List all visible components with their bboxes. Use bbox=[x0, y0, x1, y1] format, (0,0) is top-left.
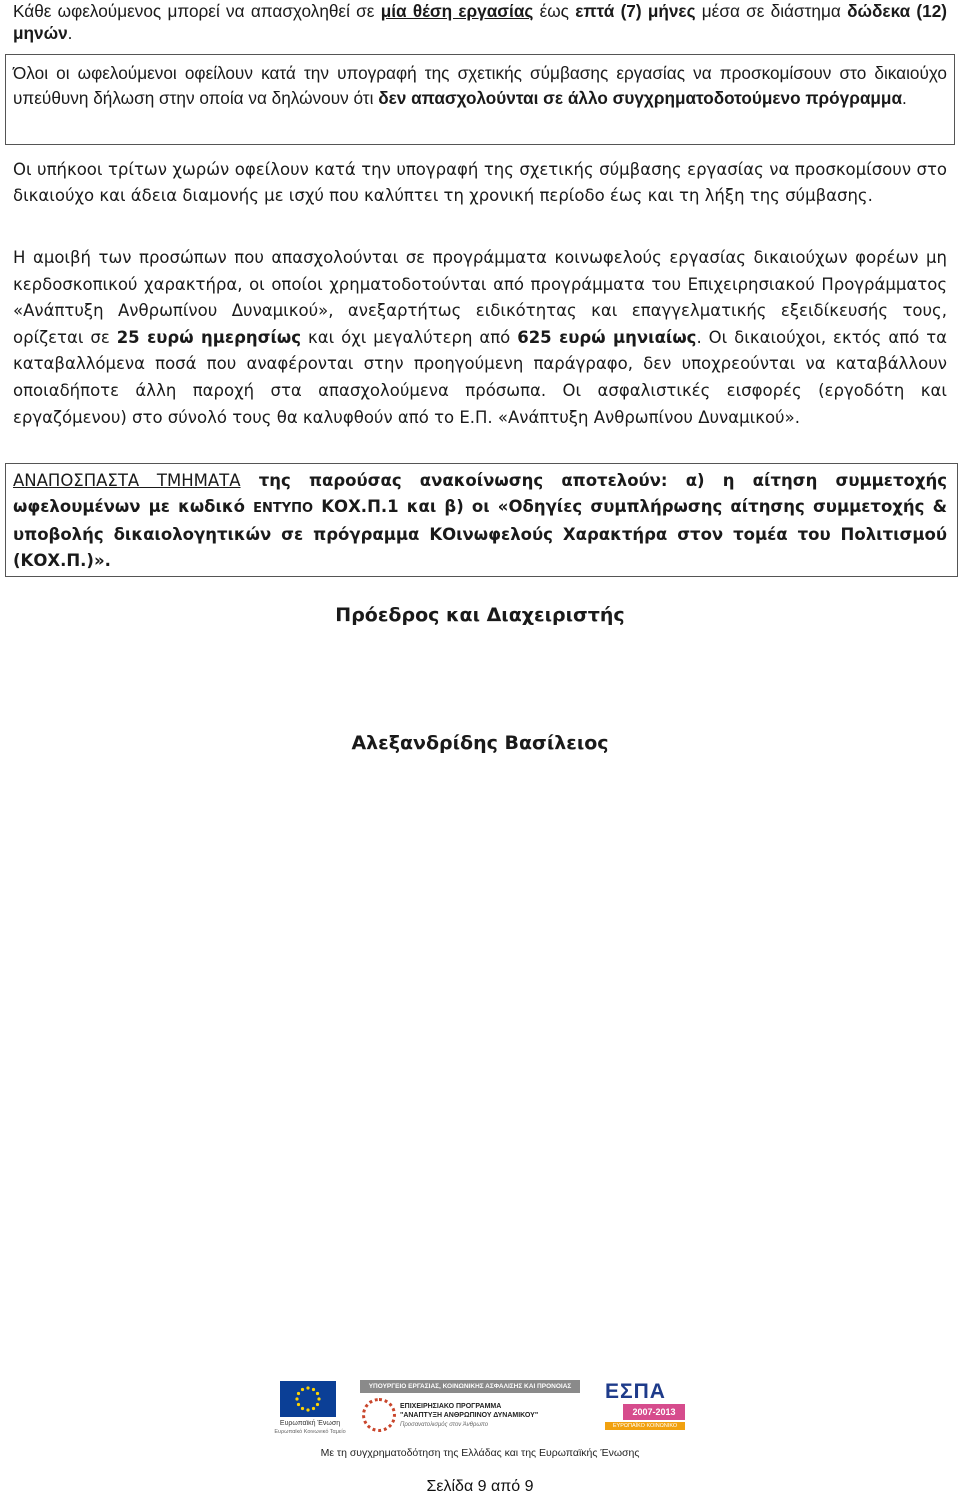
eu-caption: Ευρωπαϊκή Ένωση Ευρωπαϊκό Κοινωνικό Ταμείο bbox=[274, 1420, 346, 1435]
espa-logo bbox=[605, 1380, 685, 1437]
no-other-program-text: δεν απασχολούνται σε άλλο συγχρηματοδοτούμενο πρόγραμμα bbox=[378, 87, 903, 108]
daily-wage-text: 25 ευρώ ημερησίως bbox=[116, 327, 302, 347]
eu-flag-icon bbox=[280, 1381, 336, 1417]
eu-stars-icon bbox=[280, 1381, 336, 1417]
twelve-months-text: δώδεκα (12) μηνών bbox=[13, 1, 947, 43]
form-code-label: ΕΝΤΥΠΟ bbox=[253, 501, 314, 516]
signatory-role: Πρόεδρος και Διαχειριστής bbox=[335, 604, 625, 626]
signatory-name: Αλεξανδρίδης Βασίλειος bbox=[351, 732, 609, 754]
paragraph-remuneration: Η αμοιβή των προσώπων που απασχολούνται σε προγράμματα κοινωφελούς εργασίας δικαιούχων φορέων μη κερδοσκοπικού χαρακτήρα, οι οποίοι χρηματοδοτούνται από προγράμματα του Επιχειρησιακού Προγράμματος «Ανάπτυξη Ανθρωπίνου Δυναμικού», ανεξαρτήτως ειδικότητας και επαγγελματικής εξειδίκευσής τους, ορίζεται σε 25 ευρώ ημερησίως και όχι μεγαλύτερη από 625 ευρώ μηνιαίως. Οι δικαιούχοι, εκτός από τα καταβαλλόμενα ποσά που αναφέρονται στην προηγούμενη παράγραφο, δεν υποχρεούνται να καταβάλλουν οποιαδήποτε άλλη παροχή στα απασχολούμενα πρόσωπα. Οι ασφαλιστικές εισφορές (εργοδότη και εργαζόμενου) στο σύνολό τους θα καλυφθούν από το Ε.Π. «Ανάπτυξη Ανθρωπίνου Δυναμικού». bbox=[13, 248, 948, 427]
ministry-band: ΥΠΟΥΡΓΕΙΟ ΕΡΓΑΣΙΑΣ, ΚΟΙΝΩΝΙΚΗΣ ΑΣΦΑΛΙΣΗΣ ΚΑΙ ΠΡΟΝΟΙΑΣ bbox=[360, 1380, 580, 1393]
operational-program-title: ΕΠΙΧΕΙΡΗΣΙΑΚΟ ΠΡΟΓΡΑΜΜΑ "ΑΝΑΠΤΥΞΗ ΑΝΘΡΩΠΙΝΟΥ ΔΥΝΑΜΙΚΟΥ" bbox=[400, 1403, 539, 1419]
cofunding-note: Με τη συγχρηματοδότηση της Ελλάδας και της Ευρωπαϊκής Ένωσης bbox=[320, 1447, 640, 1459]
funding-logos bbox=[270, 1380, 690, 1442]
espa-subtitle: ΕΥΡΩΠΑΪΚΟ ΚΟΙΝΩΝΙΚΟ ΤΑΜΕΙΟ bbox=[605, 1422, 685, 1430]
seven-months-text: επτά (7) μήνες bbox=[575, 1, 696, 21]
espa-word: ΕΣΠΑ bbox=[605, 1380, 666, 1403]
paragraph-third-country: Οι υπήκοοι τρίτων χωρών οφείλουν κατά την υπογραφή της σχετικής σύμβασης εργασίας να προσκομίσουν στο δικαιούχο και άδεια διαμονής με ισχύ που καλύπτει τη χρονική περίοδο έως και τη λήξη της σύμβασης. bbox=[13, 160, 947, 205]
monthly-wage-text: 625 ευρώ μηνιαίως bbox=[517, 327, 697, 347]
operational-program-tagline: Προσανατολισμός στον Άνθρωπο bbox=[400, 1422, 489, 1428]
attachments-heading: ΑΝΑΠΟΣΠΑΣΤΑ ΤΜΗΜΑΤΑ bbox=[13, 471, 241, 490]
program-seal-icon bbox=[362, 1398, 396, 1432]
espa-years: 2007-2013 bbox=[623, 1404, 685, 1420]
paragraph-declaration: Όλοι οι ωφελούμενοι οφείλουν κατά την υπογραφή της σχετικής σύμβασης εργασίας να προσκομίσουν στο δικαιούχο υπεύθυνη δήλωση στην οποία να δηλώνουν ότι δεν απασχολούνται σε άλλο συγχρηματοδοτούμενο πρόγραμμα. bbox=[13, 63, 947, 108]
paragraph-employment-limit: Κάθε ωφελούμενος μπορεί να απασχοληθεί σε μία θέση εργασίας έως επτά (7) μήνες μέσα σε διάστημα δώδεκα (12) μηνών. bbox=[13, 1, 947, 43]
one-position-text: μία θέση εργασίας bbox=[380, 1, 534, 21]
paragraph-attachments: ΑΝΑΠΟΣΠΑΣΤΑ ΤΜΗΜΑΤΑ της παρούσας ανακοίνωσης αποτελούν: α) η αίτηση συμμετοχής ωφελουμένων με κωδικό ΕΝΤΥΠΟ ΚΟΧ.Π.1 και β) οι «Οδηγίες συμπλήρωσης αίτησης συμμετοχής & υποβολής δικαιολογητικών σε πρόγραμμα ΚΟινωφελούς Χαρακτήρα στον τομέα του Πολιτισμού (ΚΟΧ.Π.)». bbox=[13, 471, 947, 570]
page-number: Σελίδα 9 από 9 bbox=[426, 1478, 534, 1495]
